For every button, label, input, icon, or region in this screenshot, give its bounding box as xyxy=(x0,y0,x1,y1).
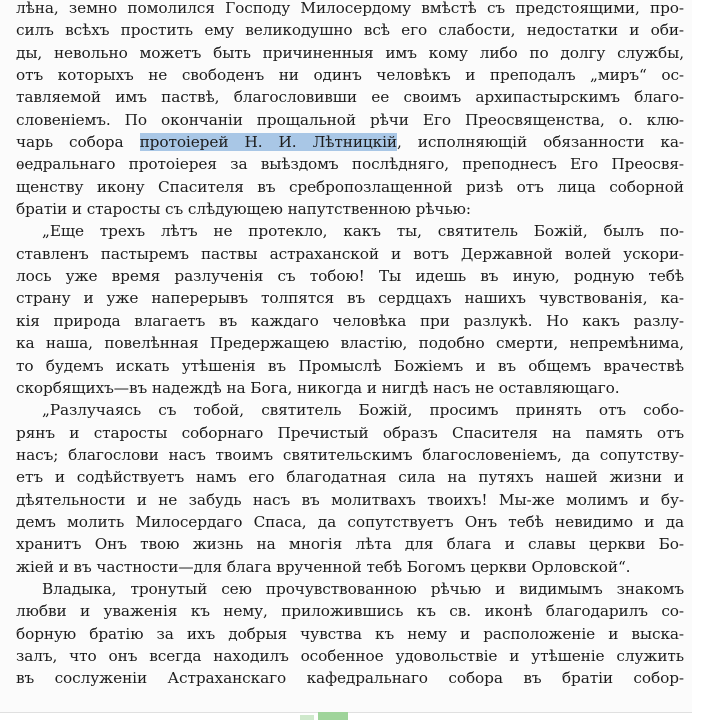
text-line: етъ и содѣйствуетъ намъ его благодатная сила на путяхъ нашей жизни и xyxy=(16,468,684,487)
text-line: ды, невольно можетъ быть причиненныя имъ кому либо по долгу службы, xyxy=(16,43,684,62)
text-line: ка наша, повелѣнная Предержащею властію, подобно смерти, непремѣнима, xyxy=(16,334,684,353)
text-line: „Разлучаясь съ тобой, святитель Божій, просимъ принять отъ собо- xyxy=(42,401,684,420)
text-line: страну и уже наперерывъ толпятся въ сердцахъ нашихъ чувствованія, ка- xyxy=(16,289,684,308)
page-margin xyxy=(692,0,706,720)
text-line: ставленъ пастыремъ паствы астраханской и вотъ Державной волей ускори- xyxy=(16,244,684,263)
text-line: любви и уваженія къ нему, приложившись къ св. иконѣ благодарилъ со- xyxy=(16,602,684,621)
text-line: кія природа влагаетъ въ каждаго человѣка при разлукѣ. Но какъ разлу- xyxy=(16,311,684,330)
text-line: лось уже время разлученія съ тобою! Ты идешь въ иную, родную тебѣ xyxy=(16,267,684,286)
text-line: рянъ и старосты соборнаго Пречистый образъ Спасителя на память отъ xyxy=(16,423,684,442)
text-line: залъ, что онъ всегда находилъ особенное удовольствіе и утѣшеніе служить xyxy=(16,646,684,665)
scan-mark xyxy=(318,712,348,720)
document-text xyxy=(16,0,684,690)
text-line: борную братію за ихъ добрыя чувства къ нему и расположеніе и выска- xyxy=(16,624,684,643)
text-line xyxy=(16,131,684,153)
text-line: щенству икону Спасителя въ сребропозлащенной ризѣ отъ лица соборной xyxy=(16,177,684,196)
text-line: дѣятельности и не забудь насъ въ молитвахъ твоихъ! Мы-же молимъ и бу- xyxy=(16,490,684,509)
selected-text-highlight[interactable]: протоіерей Н. И. Лѣтницкій xyxy=(139,133,397,152)
text-line: скорбящихъ—въ надеждѣ на Бога, никогда и нигдѣ насъ не оставляющаго. xyxy=(16,378,620,397)
text-line: жіей и въ частности—для блага врученной тебѣ Богомъ церкви Орловской“. xyxy=(16,557,631,576)
text-line: демъ молить Милосердаго Спаса, да сопутствуетъ Онъ тебѣ невидимо и да xyxy=(16,512,684,531)
text-line: тавляемой имъ паствѣ, благословивши ее своимъ архипастырскимъ благо- xyxy=(16,88,684,107)
text-line: словеніемъ. По окончаніи прощальной рѣчи Его Преосвященства, о. клю- xyxy=(16,110,684,129)
text-segment: , исполняющій обязанности ка- xyxy=(397,133,684,152)
text-line: отъ которыхъ не свободенъ ни одинъ человѣкъ и преподалъ „миръ“ ос- xyxy=(16,66,684,85)
text-line: въ сослуженіи Астраханскаго кафедральнаго собора въ братіи собор- xyxy=(16,669,684,688)
text-line: „Еще трехъ лѣтъ не протекло, какъ ты, святитель Божій, былъ по- xyxy=(42,222,684,241)
text-line: лѣна, земно помолился Господу Милосердому вмѣстѣ съ предстоящими, про- xyxy=(16,0,684,17)
page-edge-marks xyxy=(0,710,706,720)
scan-mark xyxy=(300,715,314,720)
text-line: ѳедральнаго протоіерея за выѣздомъ послѣдняго, преподнесъ Его Преосвя- xyxy=(16,155,684,174)
text-line: хранитъ Онъ твою жизнь на многія лѣта для блага и славы церкви Бо- xyxy=(16,535,684,554)
text-line: насъ; благослови насъ твоимъ святительскимъ благословеніемъ, да сопутству- xyxy=(16,445,684,464)
text-line: силъ всѣхъ простить ему великодушно всѣ его слабости, недостатки и оби- xyxy=(16,21,684,40)
text-segment: чарь собора xyxy=(16,133,140,152)
text-line: то будемъ искать утѣшенія въ Промыслѣ Божіемъ и въ общемъ врачествѣ xyxy=(16,356,684,375)
text-line: Владыка, тронутый сею прочувствованною рѣчью и видимымъ знакомъ xyxy=(42,579,684,598)
text-line: братіи и старосты съ слѣдующею напутственною рѣчью: xyxy=(16,200,471,219)
